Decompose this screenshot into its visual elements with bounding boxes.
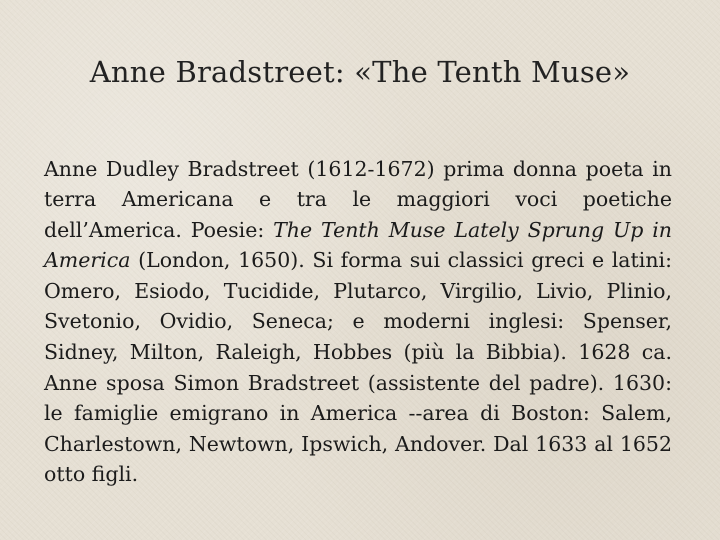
body-paragraph: [44, 154, 672, 491]
book-title: The Tenth Muse Lately Sprung Up in America: [44, 217, 673, 273]
paragraph-text-intro: Anne Dudley Bradstreet (1612-1672) prima donna poeta in terra Americana e tra le maggiori voci poetiche dell’America. Poesie:: [44, 156, 672, 242]
paragraph-text-rest: (London, 1650). Si forma sui classici greci e latini: Omero, Esiodo, Tucidide, Plutarco, Virgilio, Livio, Plinio, Svetonio, Ovidio, Seneca; e moderni inglesi: Spenser, Sidney, Milton, Raleigh, Hobbes (più la Bibbia). 1628 ca. Anne sposa Simon Bradstreet (assistente del padre). 1630: le famiglie emigrano in America --area di Boston: Salem, Charlestown, Newtown, Ipswich, Andover. Dal 1633 al 1652 otto figli.: [44, 248, 672, 487]
slide-title: Anne Bradstreet: «The Tenth Muse»: [89, 55, 631, 89]
